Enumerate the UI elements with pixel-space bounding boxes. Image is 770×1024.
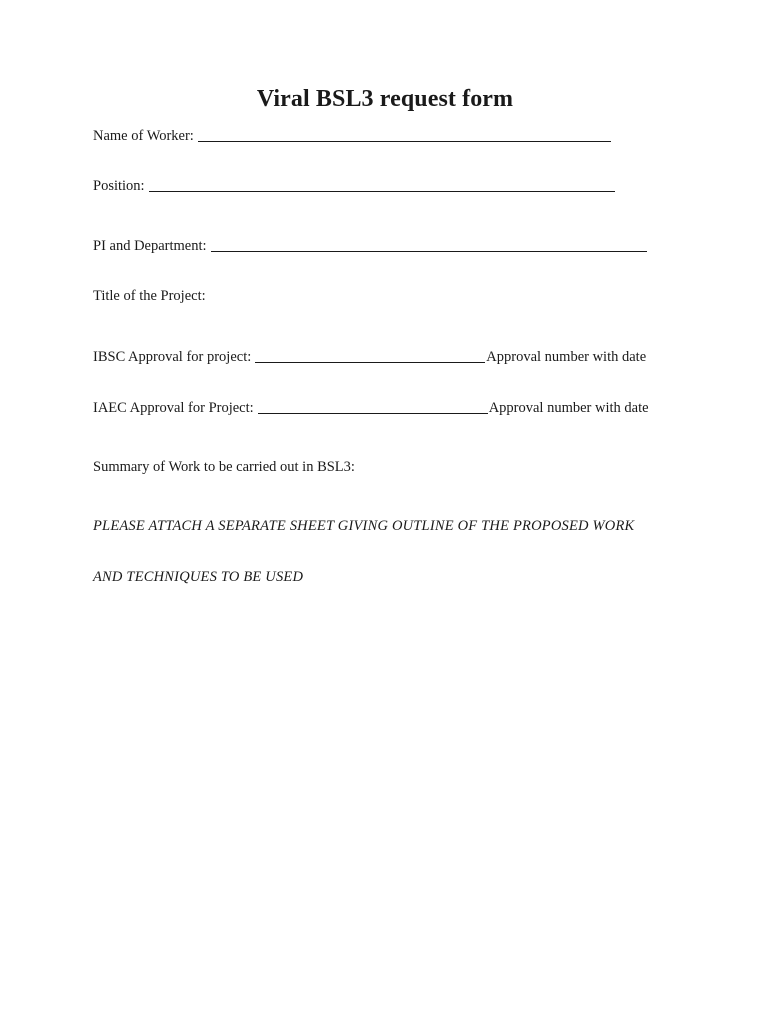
ibsc-approval-suffix: Approval number with date [486,349,647,365]
attach-note-text-2: AND TECHNIQUES TO BE USED [93,569,304,585]
iaec-approval-label: IAEC Approval for Project: [93,400,254,416]
name-of-worker-row [93,127,611,145]
project-title-label: Title of the Project: [93,288,206,304]
project-title-row [93,288,206,305]
summary-label: Summary of Work to be carried out in BSL3: [93,459,355,475]
iaec-approval-field[interactable] [258,399,488,414]
ibsc-approval-field[interactable] [255,348,485,363]
iaec-approval-row [93,399,649,417]
pi-department-label: PI and Department: [93,238,207,254]
position-row [93,177,615,195]
pi-department-field[interactable] [211,237,647,252]
attach-note-text-1: PLEASE ATTACH A SEPARATE SHEET GIVING OUTLINE OF THE PROPOSED WORK [93,518,635,534]
pi-department-row [93,237,647,255]
attach-note-line-1 [93,518,634,535]
name-of-worker-field[interactable] [198,127,611,142]
iaec-approval-suffix: Approval number with date [488,400,649,416]
position-label: Position: [93,178,145,194]
ibsc-approval-row [93,348,646,366]
summary-row [93,459,355,476]
ibsc-approval-label: IBSC Approval for project: [93,349,252,365]
form-title: Viral BSL3 request form [256,86,514,112]
attach-note-line-2 [93,569,303,586]
name-of-worker-label: Name of Worker: [93,128,194,144]
position-field[interactable] [149,177,615,192]
